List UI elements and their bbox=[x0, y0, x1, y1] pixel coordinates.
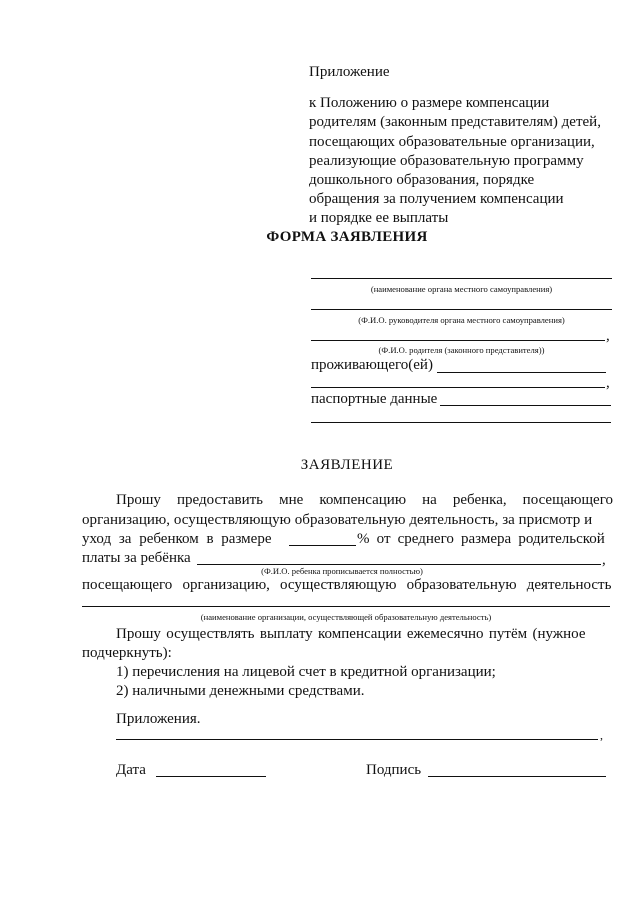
appendix-line: дошкольного образования, порядке bbox=[309, 172, 535, 189]
word: Прошу bbox=[116, 492, 161, 508]
parent-caption: (Ф.И.О. родителя (законного представителя)) bbox=[378, 345, 545, 355]
attachments-field-comma: , bbox=[600, 728, 603, 742]
word: предоставить bbox=[176, 492, 264, 508]
word: на bbox=[422, 492, 437, 508]
form-title: ФОРМА ЗАЯВЛЕНИЯ bbox=[266, 229, 428, 245]
appendix-block bbox=[309, 63, 619, 229]
appendix-line: родителям (законным представителям) детей, bbox=[309, 114, 601, 131]
appendix-line: посещающих образовательные организации, bbox=[309, 133, 595, 150]
word: мне bbox=[279, 492, 304, 508]
appendix-title: Приложение bbox=[309, 64, 390, 80]
authority-field-line[interactable] bbox=[311, 278, 612, 279]
head-caption: (Ф.И.О. руководителя органа местного самоуправления) bbox=[358, 315, 565, 325]
residing-field-comma: , bbox=[606, 375, 610, 391]
head-field-line[interactable] bbox=[311, 309, 612, 310]
appendix-line: реализующие образовательную программу bbox=[309, 152, 584, 169]
date-label: Дата bbox=[116, 762, 146, 778]
p1-line3-b: % от среднего размера родительской bbox=[357, 531, 605, 547]
percent-field-line[interactable] bbox=[289, 545, 356, 546]
passport-field-line-2[interactable] bbox=[311, 422, 611, 423]
appendix-line: к Положению о размере компенсации bbox=[309, 95, 550, 112]
p1-line4: платы за ребёнка bbox=[82, 550, 191, 566]
word: компенсацию bbox=[319, 492, 407, 508]
residing-field-line-2[interactable] bbox=[311, 387, 605, 388]
signature-label: Подпись bbox=[366, 762, 422, 778]
option-cash[interactable]: 2) наличными денежными средствами. bbox=[116, 683, 365, 699]
p1-line2: организацию, осуществляющую образовательную деятельность, за присмотр и bbox=[82, 512, 593, 528]
option-transfer[interactable]: 1) перечисления на лицевой счет в кредитной организации; bbox=[116, 664, 496, 680]
parent-field-line[interactable] bbox=[311, 340, 605, 341]
passport-field-line[interactable] bbox=[440, 405, 611, 406]
p1-line5: посещающего организацию, осуществляющую образовательную деятельность bbox=[82, 577, 612, 593]
child-field-line[interactable] bbox=[197, 564, 601, 565]
signature-field-line[interactable] bbox=[428, 776, 606, 777]
child-caption: (Ф.И.О. ребенка прописывается полностью) bbox=[261, 566, 423, 576]
org-caption: (наименование организации, осуществляющей образовательную деятельность) bbox=[200, 612, 492, 622]
authority-caption: (наименование органа местного самоуправления) bbox=[370, 284, 553, 294]
word: ребенка, bbox=[452, 492, 507, 508]
org-field-line[interactable] bbox=[82, 606, 610, 607]
attachments-label: Приложения. bbox=[116, 711, 201, 727]
statement-title: ЗАЯВЛЕНИЕ bbox=[300, 457, 394, 473]
residing-field-line[interactable] bbox=[437, 372, 606, 373]
date-field-line[interactable] bbox=[156, 776, 266, 777]
passport-label: паспортные данные bbox=[311, 391, 438, 407]
child-field-comma: , bbox=[602, 552, 606, 568]
word: посещающего bbox=[522, 492, 613, 508]
residing-label: проживающего(ей) bbox=[311, 357, 433, 373]
p2-line2: подчеркнуть): bbox=[82, 645, 172, 661]
attachments-field-line[interactable] bbox=[116, 739, 598, 740]
p1-line3-a: уход за ребенком в размере bbox=[82, 531, 272, 547]
p2-line1: Прошу осуществлять выплату компенсации ежемесячно путём (нужное bbox=[116, 626, 586, 642]
parent-field-comma: , bbox=[606, 328, 610, 344]
p1-line1 bbox=[116, 491, 613, 510]
appendix-line: и порядке ее выплаты bbox=[309, 210, 449, 227]
appendix-line: обращения за получением компенсации bbox=[309, 191, 564, 208]
